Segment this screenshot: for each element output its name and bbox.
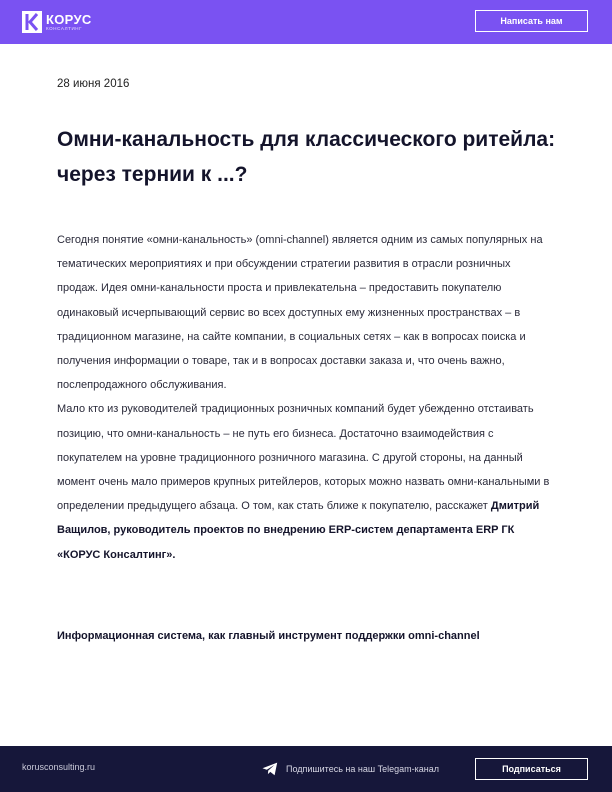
logo-name: КОРУС (46, 11, 92, 27)
telegram-text: Подпишитесь на наш Telegam-канал (286, 764, 439, 774)
subscribe-button[interactable]: Подписаться (475, 758, 588, 780)
contact-us-button[interactable]: Написать нам (475, 10, 588, 32)
article-body (57, 228, 554, 567)
site-link[interactable]: korusconsulting.ru (22, 762, 96, 772)
footer-bar (0, 746, 612, 792)
korus-logo-icon (22, 11, 42, 33)
top-bar (0, 0, 612, 44)
author-credit: Дмитрий Ващилов, руководитель проектов по внедрению ERP-систем департамента ERP ГК «КОРУС Консалтинг». (57, 500, 540, 561)
logo[interactable] (22, 11, 92, 33)
telegram-icon (262, 762, 278, 776)
intro-paragraph: Сегодня понятие «омни-канальность» (omni-channel) является одним из самых популярных на тематических мероприятиях и при обсуждении стратегии развития в отрасли розничных продаж. Идея омни-канальности проста и привлекательна – предоставить покупателю одинаковый исчерпывающий сервис во всех доступных ему жизненных пространствах – в традиционном магазине, на сайте компании, в социальных сетях – как в вопросах поиска и получения информации о товаре, так и в вопросах доставки заказа и, что очень важно, послепродажного обслуживания. (57, 234, 543, 392)
telegram-subscribe-link[interactable] (262, 762, 439, 776)
section-subheading: Информационная система, как главный инструмент поддержки omni-channel (57, 630, 480, 642)
main-paragraph: Мало кто из руководителей традиционных розничных компаний будет убежденно отстаивать позицию, что омни-канальность – не путь его бизнеса. Достаточно взаимодействия с покупателем на уровне традиционного розничного магазина. С другой стороны, на данный момент очень мало примеров крупных ритейлеров, которых можно назвать омни-канальными в определении предыдущего абзаца. О том, как стать ближе к покупателю, расскажет (57, 403, 550, 513)
logo-subtitle: КОНСАЛТИНГ (46, 25, 83, 31)
article-title: Омни-канальность для классического ритейла: через тернии к ...? (57, 128, 556, 186)
article-date: 28 июня 2016 (57, 78, 130, 90)
